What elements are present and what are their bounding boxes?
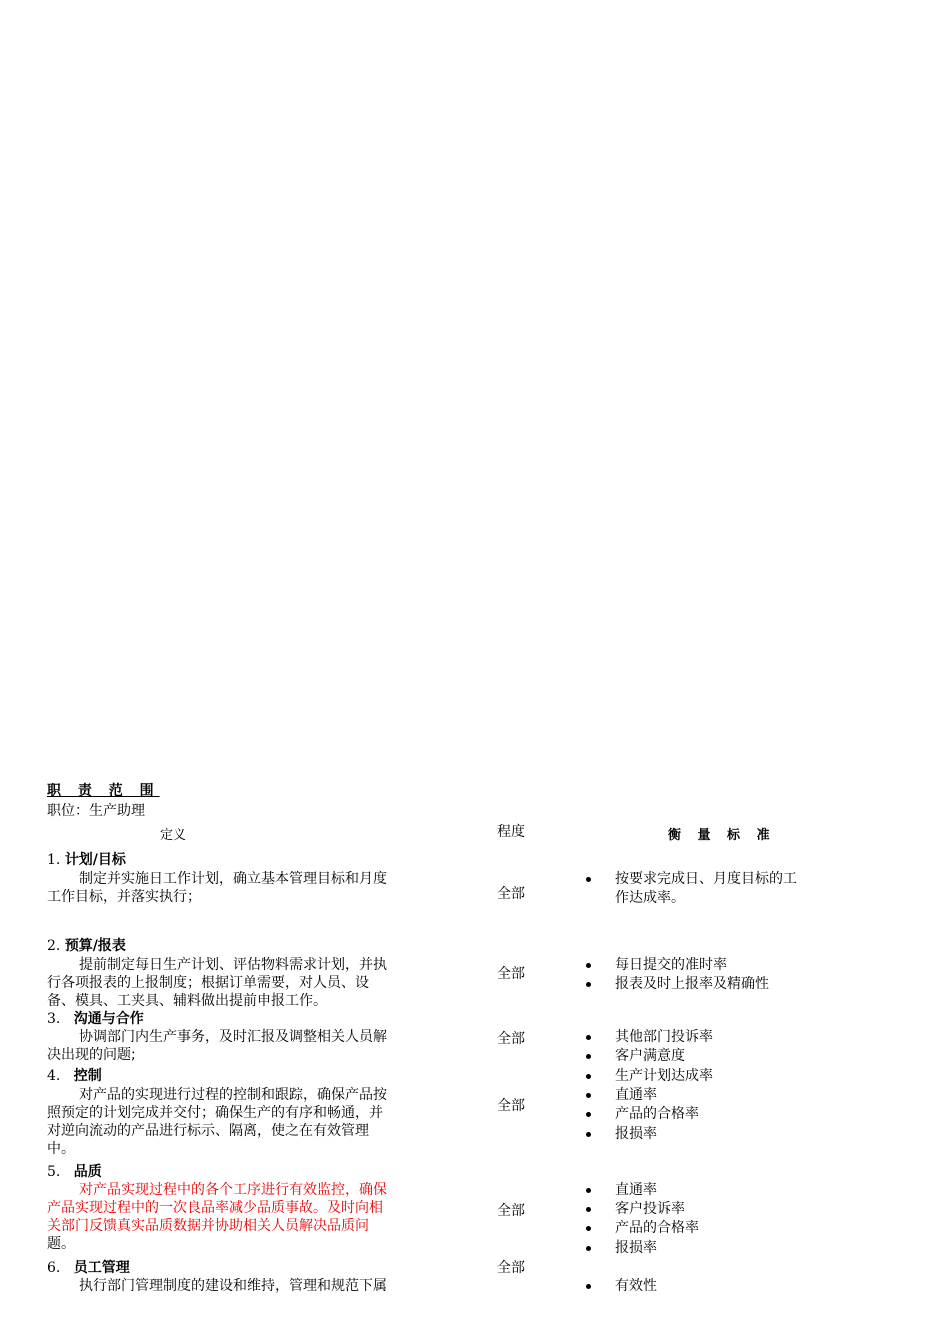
bullet-icon [586,1246,591,1251]
item-number: 5. [47,1164,61,1180]
bullet-icon [586,1054,591,1059]
item-2-degree: 全部 [497,966,525,982]
position-line [47,803,145,820]
item-number: 3. [47,1011,61,1027]
item-2-heading [47,938,126,955]
item-1-degree: 全部 [497,886,525,902]
item-4-measure: 直通率 [615,1087,657,1103]
item-title: 员工管理 [73,1260,130,1276]
item-5-measure: 直通率 [615,1182,657,1198]
position-value: 生产助理 [89,803,145,819]
item-1-heading [47,852,126,869]
item-2-desc-line: 行各项报表的上报制度；根据订单需要，对人员、设 [47,975,369,991]
item-1-measure: 作达成率。 [615,890,685,906]
item-5-measure: 产品的合格率 [615,1220,699,1236]
item-6-heading [47,1260,130,1277]
column-header-definition: 定义 [160,828,187,843]
item-6-desc-line: 执行部门管理制度的建设和维持，管理和规范下属 [79,1278,387,1294]
item-1-measure: 按要求完成日、月度目标的工 [615,871,797,887]
item-4-heading [47,1068,102,1085]
item-number: 1. [47,852,61,868]
item-6-measure: 有效性 [615,1278,657,1294]
column-header-measure: 衡 量 标 准 [668,828,776,843]
item-5-degree: 全部 [497,1203,525,1219]
item-title: 沟通与合作 [73,1011,144,1027]
item-title: 品质 [73,1164,102,1180]
bullet-icon [586,963,591,968]
position-label: 职位： [47,803,89,819]
bullet-icon [586,1074,591,1079]
item-6-degree: 全部 [497,1260,525,1276]
item-5-desc-line: 对产品实现过程中的各个工序进行有效监控，确保 [79,1182,387,1198]
item-2-measure: 每日提交的准时率 [615,957,727,973]
item-3-desc-line: 协调部门内生产事务，及时汇报及调整相关人员解 [79,1029,387,1045]
bullet-icon [586,1188,591,1193]
bullet-icon [586,1226,591,1231]
item-4-desc-line: 中。 [47,1141,75,1157]
item-3-measure: 其他部门投诉率 [615,1029,713,1045]
item-number: 6. [47,1260,61,1276]
item-2-desc-line: 提前制定每日生产计划、评估物料需求计划，并执 [79,957,387,973]
item-1-desc-line: 工作目标，并落实执行； [47,889,201,905]
item-3-degree: 全部 [497,1031,525,1047]
item-4-measure: 生产计划达成率 [615,1068,713,1084]
bullet-icon [586,1112,591,1117]
item-5-desc-line: 题。 [47,1236,75,1252]
item-4-desc-line: 照预定的计划完成并交付；确保生产的有序和畅通，并 [47,1105,383,1121]
item-4-measure: 报损率 [615,1126,657,1142]
item-3-desc-line: 决出现的问题; [47,1047,136,1063]
item-3-heading [47,1011,144,1028]
bullet-icon [586,1035,591,1040]
item-4-desc-line: 对逆向流动的产品进行标示、隔离，使之在有效管理 [47,1123,369,1139]
item-4-measure: 产品的合格率 [615,1106,699,1122]
bullet-icon [586,1093,591,1098]
item-4-degree: 全部 [497,1098,525,1114]
item-title: 预算/报表 [64,938,126,954]
bullet-icon [586,877,591,882]
item-title: 控制 [73,1068,102,1084]
column-header-degree: 程度 [497,824,525,840]
item-number: 4. [47,1068,61,1084]
item-2-measure: 报表及时上报率及精确性 [615,976,769,992]
item-2-desc-line: 备、模具、工夹具、辅料做出提前申报工作。 [47,993,327,1009]
bullet-icon [586,1132,591,1137]
item-5-desc-line: 产品实现过程中的一次良品率减少品质事故。及时向相 [47,1200,383,1216]
item-5-measure: 客户投诉率 [615,1201,685,1217]
bullet-icon [586,1284,591,1289]
item-title: 计划/目标 [64,852,126,868]
bullet-icon [586,982,591,987]
page-title: 职 责 范 围 [47,783,160,799]
bullet-icon [586,1207,591,1212]
item-4-desc-line: 对产品的实现进行过程的控制和跟踪，确保产品按 [79,1087,387,1103]
item-5-measure: 报损率 [615,1240,657,1256]
item-1-desc-line: 制定并实施日工作计划，确立基本管理目标和月度 [79,871,387,887]
item-number: 2. [47,938,61,954]
item-5-desc-line: 关部门反馈真实品质数据并协助相关人员解决品质问 [47,1218,369,1234]
item-3-measure: 客户满意度 [615,1048,685,1064]
item-5-heading [47,1164,102,1181]
